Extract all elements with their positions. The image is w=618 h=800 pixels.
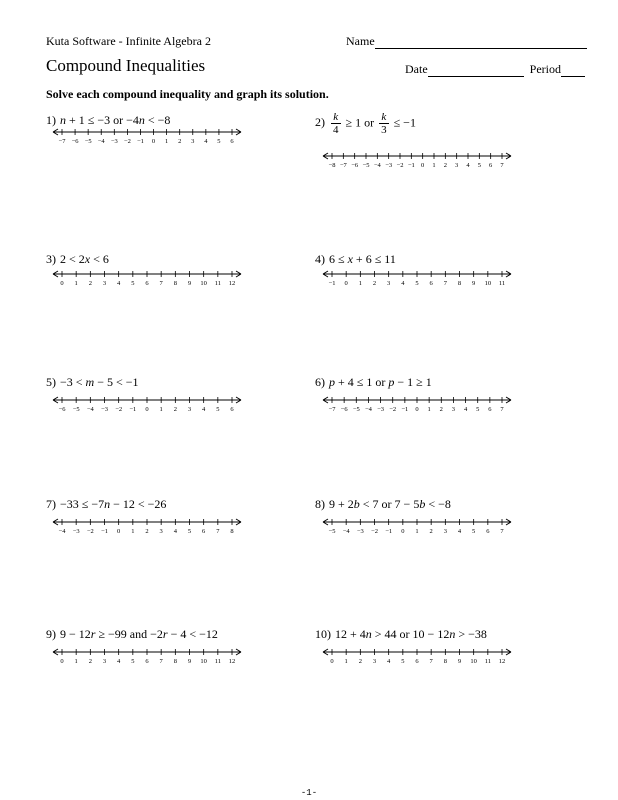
tick-label: 7	[216, 528, 220, 535]
tick-label: 1	[358, 280, 362, 287]
tick-label: −7	[58, 138, 66, 145]
tick-label: 9	[457, 658, 462, 665]
tick-label: −2	[115, 406, 123, 413]
tick-label: 0	[344, 280, 348, 287]
variable: p	[329, 375, 335, 389]
expression-text: − 1 ≥ 1	[394, 375, 432, 389]
tick-label: 6	[145, 658, 149, 665]
tick-label: 11	[484, 658, 491, 665]
problem-number: 6)	[315, 375, 325, 389]
variable: b	[419, 497, 426, 511]
tick-label: 4	[173, 528, 177, 535]
tick-label: 4	[457, 528, 462, 535]
expression-text: ≥ −99 and −2	[95, 627, 163, 641]
tick-label: 4	[401, 280, 405, 287]
tick-label: −6	[58, 406, 66, 413]
expression-text: < 6	[90, 252, 109, 266]
tick-label: −2	[86, 528, 94, 535]
tick-label: 5	[472, 528, 476, 535]
fraction	[331, 111, 341, 136]
variable: m	[85, 375, 95, 389]
tick-label: 5	[131, 280, 135, 287]
tick-label: −2	[389, 406, 397, 413]
fraction	[379, 111, 389, 136]
problem-9	[46, 627, 218, 642]
tick-label: 3	[187, 406, 192, 413]
tick-label: 5	[476, 406, 480, 413]
tick-label: −3	[385, 162, 393, 169]
problem-10	[315, 627, 487, 642]
fraction-denominator: 3	[381, 124, 387, 136]
date-period-fields[interactable]	[405, 62, 585, 77]
tick-label: 7	[159, 280, 163, 287]
tick-label: 1	[432, 162, 436, 169]
problem-number: 5)	[46, 375, 56, 389]
number-line-4[interactable]	[322, 268, 512, 288]
tick-label: 1	[164, 138, 169, 145]
variable: n	[138, 113, 145, 127]
number-line-8[interactable]	[322, 516, 512, 536]
expression-text: 9 + 2	[329, 497, 354, 511]
tick-label: −6	[71, 138, 79, 145]
tick-label: 5	[187, 528, 192, 535]
problem-number: 9)	[46, 627, 56, 641]
tick-label: −4	[86, 406, 94, 413]
expression-text: −33 ≤ −7	[60, 497, 105, 511]
tick-label: 8	[457, 280, 462, 287]
variable: x	[84, 252, 91, 266]
problem-7	[46, 497, 166, 512]
tick-label: 4	[117, 280, 121, 287]
tick-label: 2	[173, 406, 177, 413]
tick-label: 6	[489, 162, 493, 169]
expression-text: − 12 < −26	[110, 497, 167, 511]
number-line-5[interactable]	[52, 394, 242, 414]
tick-label: 8	[173, 658, 177, 665]
number-line-2[interactable]	[322, 150, 512, 170]
expression-text: + 6 ≤ 11	[352, 252, 396, 266]
expression-text: ≤ −1	[390, 115, 416, 130]
tick-label: 6	[230, 406, 234, 413]
tick-label: 5	[477, 162, 481, 169]
tick-label: 6	[415, 658, 419, 665]
problem-5	[46, 375, 139, 390]
tick-label: 12	[498, 658, 506, 665]
tick-label: 6	[488, 406, 492, 413]
tick-label: 4	[202, 406, 206, 413]
expression-text: < −8	[144, 113, 171, 127]
tick-label: 2	[443, 162, 447, 169]
expression-text: 2 < 2	[60, 252, 85, 266]
tick-label: 6	[202, 528, 206, 535]
tick-label: −8	[328, 162, 336, 169]
tick-label: 5	[131, 658, 135, 665]
variable: r	[90, 627, 96, 641]
expression-text: −3 <	[60, 375, 86, 389]
problem-3	[46, 252, 109, 267]
tick-label: 3	[372, 658, 377, 665]
expression-text: < 7 or 7 − 5	[359, 497, 420, 511]
tick-label: 10	[200, 280, 207, 287]
publisher-label: Kuta Software - Infinite Algebra 2	[46, 34, 211, 48]
problem-8	[315, 497, 451, 512]
tick-label: 4	[204, 138, 208, 145]
tick-label: −5	[328, 528, 336, 535]
date-label: Date	[405, 62, 428, 76]
tick-label: 3	[102, 280, 107, 287]
problem-number: 2)	[315, 115, 325, 130]
period-line	[561, 64, 585, 77]
tick-label: −5	[72, 406, 80, 413]
tick-label: 10	[484, 280, 492, 287]
name-label: Name	[346, 34, 375, 48]
tick-label: 4	[463, 406, 468, 413]
tick-label: 10	[200, 658, 207, 665]
tick-label: 5	[217, 138, 221, 145]
tick-label: 6	[145, 280, 149, 287]
number-line-3[interactable]	[52, 268, 242, 288]
period-label: Period	[529, 62, 561, 76]
tick-label: −6	[340, 406, 348, 413]
tick-label: 2	[372, 280, 377, 287]
page-title: Compound Inequalities	[46, 56, 206, 75]
tick-label: −2	[396, 162, 404, 169]
expression-text: 12 + 4	[335, 627, 366, 641]
tick-label: 2	[88, 280, 92, 287]
tick-label: 0	[60, 658, 64, 665]
tick-label: −5	[84, 138, 92, 145]
tick-label: 10	[470, 658, 477, 665]
expression-text: 9 − 12	[60, 627, 91, 641]
variable: n	[365, 627, 372, 641]
fraction-denominator: 4	[333, 124, 339, 136]
tick-label: 1	[74, 280, 78, 287]
expression-text: − 5 < −1	[94, 375, 139, 389]
tick-label: 2	[88, 658, 92, 665]
tick-label: 2	[358, 658, 362, 665]
tick-label: −3	[101, 406, 108, 413]
tick-label: 0	[401, 528, 405, 535]
tick-label: 12	[228, 658, 236, 665]
tick-label: 12	[228, 280, 236, 287]
fraction-numerator: k	[331, 111, 341, 124]
tick-label: 3	[443, 528, 447, 535]
tick-label: 1	[131, 528, 135, 535]
tick-label: 9	[187, 280, 192, 287]
name-field[interactable]	[346, 34, 587, 49]
expression-text: > 44 or 10 − 12	[371, 627, 450, 641]
tick-label: 3	[455, 162, 459, 169]
tick-label: 9	[187, 658, 192, 665]
tick-label: −3	[356, 528, 364, 535]
problem-number: 3)	[46, 252, 56, 266]
variable: n	[104, 497, 111, 511]
variable: b	[353, 497, 360, 511]
tick-label: 1	[344, 658, 348, 665]
tick-label: −3	[377, 406, 385, 413]
variable: r	[162, 627, 168, 641]
tick-label: −5	[352, 406, 360, 413]
variable: x	[347, 252, 353, 266]
tick-label: 7	[443, 280, 447, 287]
tick-label: 9	[472, 280, 476, 287]
tick-label: 6	[429, 280, 433, 287]
problem-6	[315, 375, 432, 390]
tick-label: 0	[415, 406, 419, 413]
expression-text: > −38	[455, 627, 487, 641]
expression-text: − 4 < −12	[167, 627, 218, 641]
tick-label: −4	[364, 406, 372, 413]
expression-text: + 4 ≤ 1 or	[335, 375, 389, 389]
problem-4	[315, 252, 396, 267]
tick-label: −6	[351, 162, 359, 169]
tick-label: 5	[401, 658, 405, 665]
date-line	[428, 64, 524, 77]
tick-label: 2	[429, 528, 433, 535]
tick-label: 7	[429, 658, 433, 665]
problem-number: 7)	[46, 497, 56, 511]
tick-label: 3	[191, 138, 195, 145]
tick-label: 3	[159, 528, 163, 535]
tick-label: 1	[159, 406, 163, 413]
tick-label: 6	[230, 138, 234, 145]
variable: n	[60, 113, 66, 127]
tick-label: 1	[427, 406, 431, 413]
variable: n	[449, 627, 456, 641]
tick-label: 0	[151, 138, 156, 145]
tick-label: 5	[415, 280, 419, 287]
tick-label: 8	[173, 280, 177, 287]
number-line-9[interactable]	[52, 646, 242, 666]
tick-label: −4	[58, 528, 66, 535]
tick-label: −3	[110, 138, 118, 145]
tick-label: 2	[145, 528, 149, 535]
tick-label: 8	[443, 658, 447, 665]
tick-label: 2	[439, 406, 443, 413]
tick-label: −5	[362, 162, 370, 169]
problem-number: 1)	[46, 113, 56, 127]
number-line-1[interactable]	[52, 126, 242, 146]
tick-label: 0	[117, 528, 121, 535]
tick-label: −4	[342, 528, 350, 535]
tick-label: −1	[101, 528, 108, 535]
tick-label: 1	[74, 658, 78, 665]
tick-label: −7	[339, 162, 347, 169]
expression-text: + 1 ≤ −3 or −4	[66, 113, 139, 127]
tick-label: 5	[216, 406, 220, 413]
tick-label: −1	[385, 528, 393, 535]
number-line-6[interactable]	[322, 394, 512, 414]
tick-label: 4	[387, 658, 391, 665]
tick-label: −1	[137, 138, 144, 145]
tick-label: 4	[117, 658, 121, 665]
tick-label: 0	[145, 406, 149, 413]
expression-text: ≥ 1 or	[342, 115, 378, 130]
tick-label: 7	[159, 658, 163, 665]
instructions: Solve each compound inequality and graph its solution.	[46, 87, 329, 101]
tick-label: −1	[328, 280, 336, 287]
tick-label: −3	[72, 528, 80, 535]
tick-label: −1	[129, 406, 137, 413]
problem-2	[315, 111, 416, 136]
tick-label: −1	[407, 162, 415, 169]
tick-label: 3	[102, 658, 107, 665]
tick-label: 4	[466, 162, 470, 169]
tick-label: −7	[328, 406, 336, 413]
tick-label: 1	[415, 528, 419, 535]
tick-label: 0	[421, 162, 425, 169]
fraction-numerator: k	[379, 111, 389, 124]
number-line-7[interactable]	[52, 516, 242, 536]
tick-label: 6	[486, 528, 490, 535]
expression-text: 6 ≤	[329, 252, 348, 266]
tick-label: 0	[330, 658, 334, 665]
tick-label: −4	[97, 138, 105, 145]
tick-label: 8	[230, 528, 234, 535]
tick-label: 7	[500, 406, 504, 413]
problem-number: 4)	[315, 252, 325, 266]
tick-label: 11	[214, 658, 221, 665]
tick-label: 7	[500, 162, 504, 169]
page-number: -1-	[300, 788, 318, 798]
tick-label: 11	[214, 280, 221, 287]
number-line-10[interactable]	[322, 646, 512, 666]
tick-label: −1	[401, 406, 409, 413]
tick-label: 3	[387, 280, 391, 287]
tick-label: 11	[498, 280, 506, 287]
problem-number: 10)	[315, 627, 331, 641]
tick-label: −2	[123, 138, 131, 145]
tick-label: 3	[451, 406, 456, 413]
problem-number: 8)	[315, 497, 325, 511]
tick-label: −2	[371, 528, 378, 535]
expression-text: < −8	[425, 497, 451, 511]
variable: p	[388, 375, 395, 389]
tick-label: −4	[373, 162, 381, 169]
name-line	[375, 36, 587, 49]
tick-label: 0	[60, 280, 64, 287]
tick-label: 2	[178, 138, 182, 145]
tick-label: 7	[500, 528, 504, 535]
